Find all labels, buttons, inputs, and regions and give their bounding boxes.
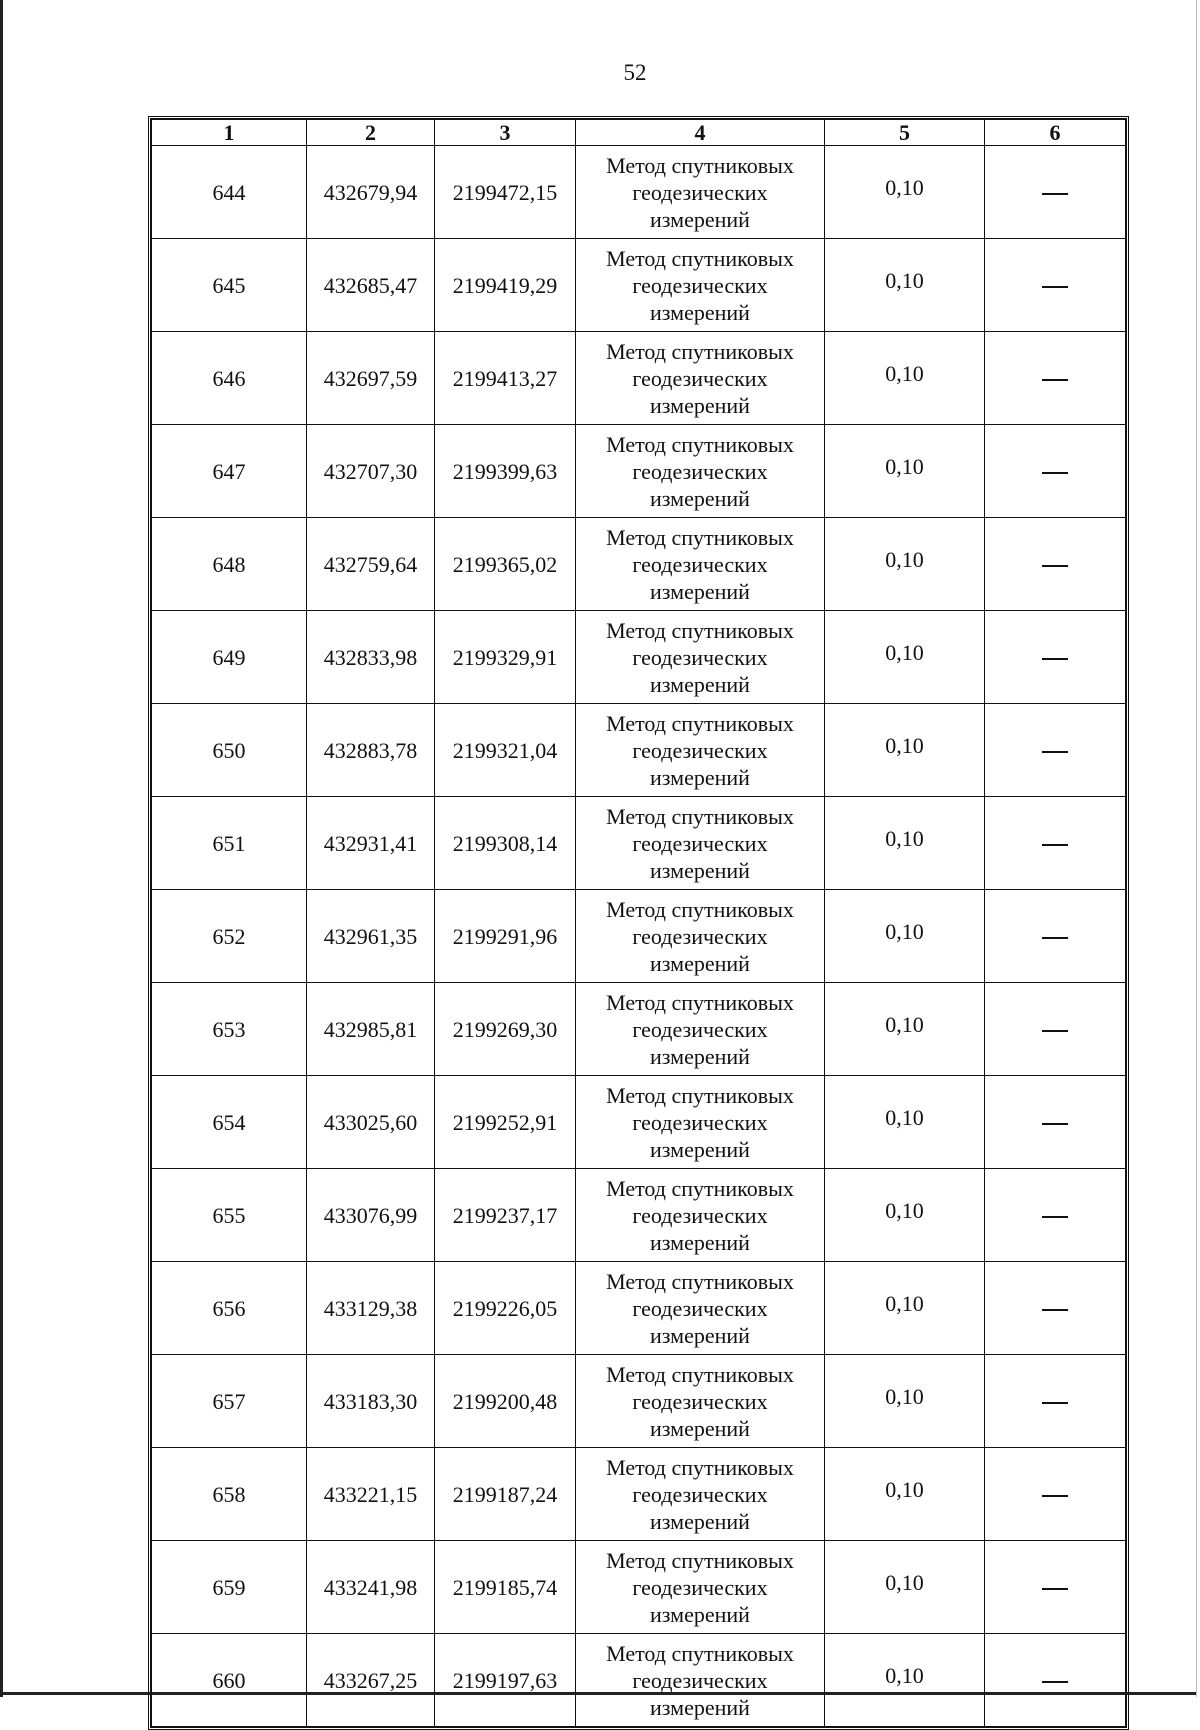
cell-note — [985, 797, 1126, 890]
cell-point-number: 653 — [152, 983, 307, 1076]
cell-coordinate-x: 432679,94 — [307, 146, 435, 239]
cell-coordinate-y: 2199472,15 — [435, 146, 576, 239]
cell-accuracy: 0,10 — [825, 239, 985, 332]
header-col-4: 4 — [576, 120, 825, 146]
cell-accuracy: 0,10 — [825, 1076, 985, 1169]
cell-coordinate-y: 2199197,63 — [435, 1634, 576, 1727]
dash-mark — [1042, 1402, 1068, 1404]
dash-mark — [1042, 844, 1068, 846]
cell-method: Метод спутниковых геодезических измерений — [576, 797, 825, 890]
cell-coordinate-y: 2199252,91 — [435, 1076, 576, 1169]
page-number: 52 — [623, 60, 647, 85]
cell-accuracy: 0,10 — [825, 1634, 985, 1727]
cell-method: Метод спутниковых геодезических измерений — [576, 1541, 825, 1634]
cell-method: Метод спутниковых геодезических измерений — [576, 1262, 825, 1355]
cell-coordinate-x: 433221,15 — [307, 1448, 435, 1541]
cell-coordinate-x: 432961,35 — [307, 890, 435, 983]
cell-coordinate-y: 2199291,96 — [435, 890, 576, 983]
cell-note — [985, 1355, 1126, 1448]
table-row — [152, 332, 1126, 425]
cell-coordinate-y: 2199269,30 — [435, 983, 576, 1076]
cell-coordinate-y: 2199308,14 — [435, 797, 576, 890]
cell-note — [985, 1262, 1126, 1355]
cell-method: Метод спутниковых геодезических измерений — [576, 332, 825, 425]
cell-coordinate-y: 2199187,24 — [435, 1448, 576, 1541]
table-row — [152, 146, 1126, 239]
cell-method: Метод спутниковых геодезических измерений — [576, 1448, 825, 1541]
cell-accuracy: 0,10 — [825, 1355, 985, 1448]
cell-point-number: 650 — [152, 704, 307, 797]
cell-note — [985, 1448, 1126, 1541]
cell-coordinate-y: 2199365,02 — [435, 518, 576, 611]
cell-accuracy: 0,10 — [825, 1448, 985, 1541]
cell-point-number: 659 — [152, 1541, 307, 1634]
dash-mark — [1042, 1495, 1068, 1497]
cell-method: Метод спутниковых геодезических измерений — [576, 239, 825, 332]
cell-method: Метод спутниковых геодезических измерений — [576, 518, 825, 611]
cell-point-number: 656 — [152, 1262, 307, 1355]
cell-coordinate-y: 2199226,05 — [435, 1262, 576, 1355]
cell-method: Метод спутниковых геодезических измерений — [576, 1355, 825, 1448]
cell-accuracy: 0,10 — [825, 1169, 985, 1262]
coordinates-table — [148, 116, 1129, 1730]
cell-accuracy: 0,10 — [825, 983, 985, 1076]
cell-point-number: 646 — [152, 332, 307, 425]
cell-point-number: 657 — [152, 1355, 307, 1448]
cell-point-number: 655 — [152, 1169, 307, 1262]
dash-mark — [1042, 1588, 1068, 1590]
dash-mark — [1042, 379, 1068, 381]
cell-point-number: 644 — [152, 146, 307, 239]
header-col-6: 6 — [985, 120, 1126, 146]
header-col-3: 3 — [435, 120, 576, 146]
cell-note — [985, 239, 1126, 332]
cell-method: Метод спутниковых геодезических измерений — [576, 146, 825, 239]
cell-coordinate-x: 433076,99 — [307, 1169, 435, 1262]
cell-coordinate-y: 2199200,48 — [435, 1355, 576, 1448]
cell-coordinate-y: 2199185,74 — [435, 1541, 576, 1634]
table-row — [152, 704, 1126, 797]
cell-note — [985, 1634, 1126, 1727]
cell-coordinate-x: 432759,64 — [307, 518, 435, 611]
cell-method: Метод спутниковых геодезических измерений — [576, 983, 825, 1076]
table-body — [152, 146, 1126, 1727]
cell-point-number: 660 — [152, 1634, 307, 1727]
table-row — [152, 518, 1126, 611]
cell-method: Метод спутниковых геодезических измерений — [576, 704, 825, 797]
cell-coordinate-x: 432685,47 — [307, 239, 435, 332]
dash-mark — [1042, 1123, 1068, 1125]
cell-coordinate-y: 2199321,04 — [435, 704, 576, 797]
cell-note — [985, 1169, 1126, 1262]
header-col-1: 1 — [152, 120, 307, 146]
dash-mark — [1042, 1309, 1068, 1311]
cell-accuracy: 0,10 — [825, 890, 985, 983]
cell-point-number: 645 — [152, 239, 307, 332]
cell-coordinate-y: 2199419,29 — [435, 239, 576, 332]
header-col-5: 5 — [825, 120, 985, 146]
dash-mark — [1042, 565, 1068, 567]
cell-accuracy: 0,10 — [825, 611, 985, 704]
table-row — [152, 983, 1126, 1076]
cell-note — [985, 890, 1126, 983]
table-row — [152, 1355, 1126, 1448]
table-row — [152, 1448, 1126, 1541]
table-row — [152, 425, 1126, 518]
cell-coordinate-x: 432931,41 — [307, 797, 435, 890]
cell-accuracy: 0,10 — [825, 1262, 985, 1355]
dash-mark — [1042, 658, 1068, 660]
table-row — [152, 1262, 1126, 1355]
cell-point-number: 654 — [152, 1076, 307, 1169]
cell-coordinate-x: 433183,30 — [307, 1355, 435, 1448]
cell-coordinate-y: 2199399,63 — [435, 425, 576, 518]
cell-method: Метод спутниковых геодезических измерений — [576, 1169, 825, 1262]
cell-note — [985, 332, 1126, 425]
cell-coordinate-x: 433241,98 — [307, 1541, 435, 1634]
cell-note — [985, 611, 1126, 704]
cell-point-number: 652 — [152, 890, 307, 983]
table-row — [152, 1076, 1126, 1169]
cell-note — [985, 146, 1126, 239]
table-row — [152, 1634, 1126, 1727]
cell-point-number: 658 — [152, 1448, 307, 1541]
dash-mark — [1042, 1030, 1068, 1032]
cell-accuracy: 0,10 — [825, 518, 985, 611]
cell-accuracy: 0,10 — [825, 146, 985, 239]
dash-mark — [1042, 1681, 1068, 1683]
cell-accuracy: 0,10 — [825, 332, 985, 425]
cell-method: Метод спутниковых геодезических измерений — [576, 1634, 825, 1727]
cell-point-number: 648 — [152, 518, 307, 611]
table-row — [152, 1541, 1126, 1634]
scan-edge-right — [1196, 0, 1200, 1697]
cell-note — [985, 425, 1126, 518]
cell-method: Метод спутниковых геодезических измерений — [576, 1076, 825, 1169]
dash-mark — [1042, 1216, 1068, 1218]
dash-mark — [1042, 751, 1068, 753]
cell-coordinate-x: 432883,78 — [307, 704, 435, 797]
cell-point-number: 647 — [152, 425, 307, 518]
table-header-row — [152, 120, 1126, 146]
cell-note — [985, 704, 1126, 797]
cell-method: Метод спутниковых геодезических измерений — [576, 890, 825, 983]
cell-coordinate-x: 432833,98 — [307, 611, 435, 704]
cell-note — [985, 983, 1126, 1076]
header-col-2: 2 — [307, 120, 435, 146]
cell-method: Метод спутниковых геодезических измерений — [576, 425, 825, 518]
cell-coordinate-x: 432985,81 — [307, 983, 435, 1076]
scan-edge-left — [0, 0, 3, 1697]
dash-mark — [1042, 937, 1068, 939]
cell-note — [985, 1541, 1126, 1634]
cell-coordinate-x: 433025,60 — [307, 1076, 435, 1169]
cell-accuracy: 0,10 — [825, 704, 985, 797]
cell-note — [985, 518, 1126, 611]
table-row — [152, 797, 1126, 890]
table-row — [152, 1169, 1126, 1262]
dash-mark — [1042, 286, 1068, 288]
cell-point-number: 649 — [152, 611, 307, 704]
cell-point-number: 651 — [152, 797, 307, 890]
dash-mark — [1042, 193, 1068, 195]
cell-coordinate-x: 432707,30 — [307, 425, 435, 518]
dash-mark — [1042, 472, 1068, 474]
cell-accuracy: 0,10 — [825, 425, 985, 518]
cell-coordinate-x: 433129,38 — [307, 1262, 435, 1355]
table-row — [152, 239, 1126, 332]
cell-coordinate-y: 2199329,91 — [435, 611, 576, 704]
cell-accuracy: 0,10 — [825, 1541, 985, 1634]
cell-coordinate-x: 433267,25 — [307, 1634, 435, 1727]
table-row — [152, 890, 1126, 983]
table-row — [152, 611, 1126, 704]
cell-method: Метод спутниковых геодезических измерений — [576, 611, 825, 704]
cell-note — [985, 1076, 1126, 1169]
cell-coordinate-y: 2199237,17 — [435, 1169, 576, 1262]
cell-coordinate-y: 2199413,27 — [435, 332, 576, 425]
cell-coordinate-x: 432697,59 — [307, 332, 435, 425]
cell-accuracy: 0,10 — [825, 797, 985, 890]
